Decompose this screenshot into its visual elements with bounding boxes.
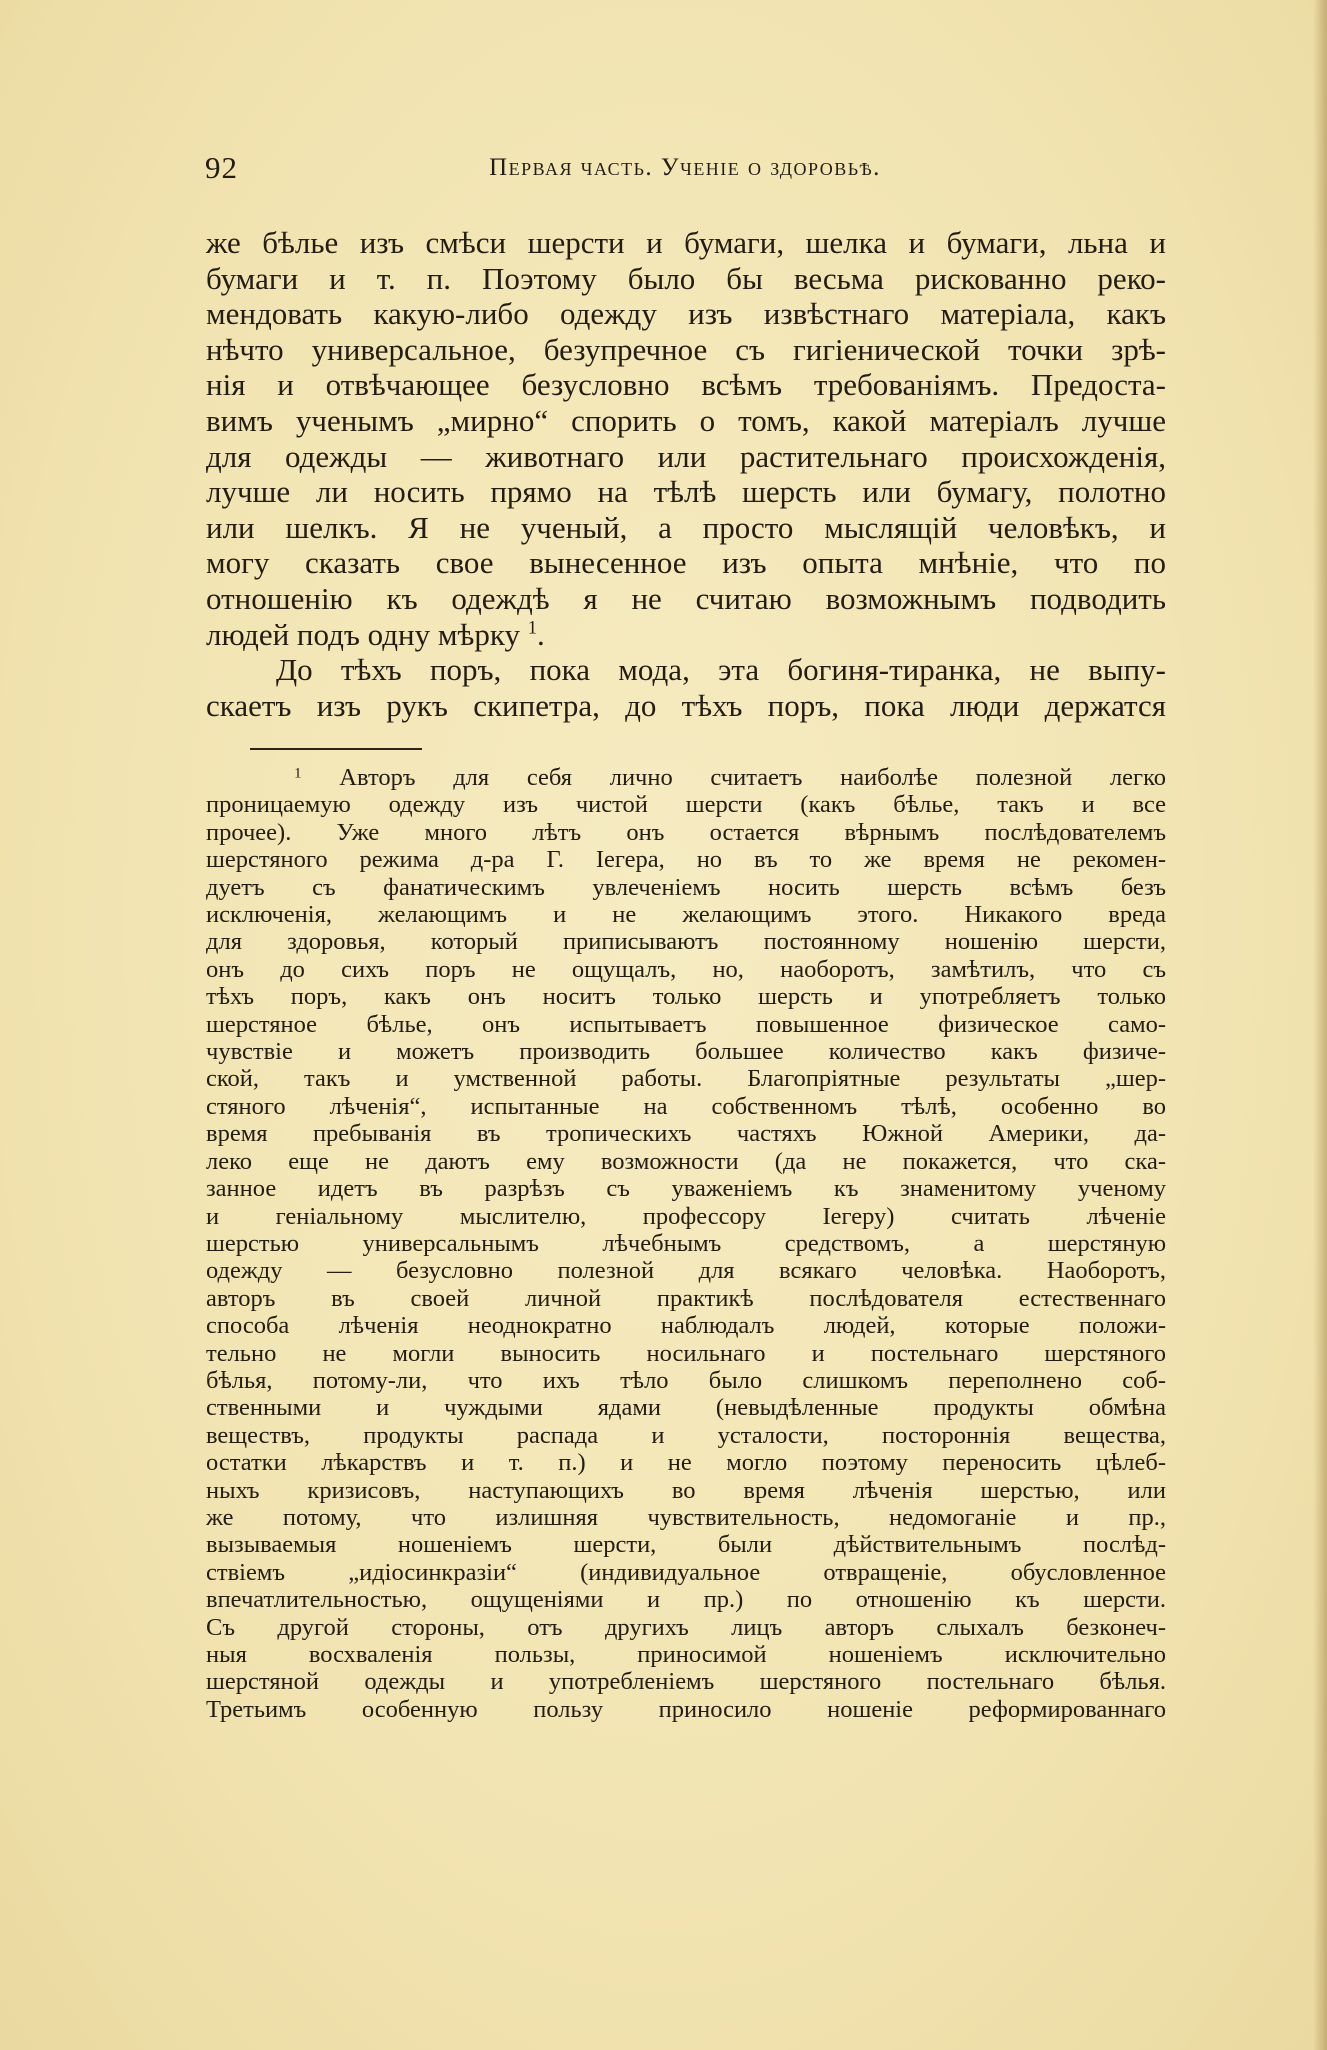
page-number: 92 bbox=[205, 150, 238, 185]
body-line: мендовать какую-либо одежду изъ извѣстнаго матеріала, какъ bbox=[206, 296, 1166, 332]
footnote-reference: 1 bbox=[527, 617, 538, 639]
page-header bbox=[205, 150, 1165, 190]
body-line: же бѣлье изъ смѣси шерсти и бумаги, шелка и бумаги, льна и bbox=[206, 225, 1166, 260]
footnote-line: впечатлительностью, ощущеніями и пр.) по отношенію къ шерсти. bbox=[206, 1586, 1166, 1614]
footnote-line: ныя восхваленія пользы, приносимой ношеніемъ исключительно bbox=[206, 1641, 1166, 1668]
footnote-line: прочее). Уже много лѣтъ онъ остается вѣрнымъ послѣдователемъ bbox=[206, 818, 1166, 846]
page-edge-shadow bbox=[1313, 0, 1327, 2050]
footnote-line: Съ другой стороны, отъ другихъ лицъ авторъ слыхалъ безконеч- bbox=[206, 1613, 1166, 1641]
footnote-line: шерстью универсальнымъ лѣчебнымъ средствомъ, а шерстяную bbox=[206, 1229, 1166, 1257]
footnote-line: вызываемыя ношеніемъ шерсти, были дѣйствительнымъ послѣд- bbox=[206, 1531, 1166, 1559]
body-line: или шелкъ. Я не ученый, а просто мыслящій человѣкъ, и bbox=[206, 509, 1166, 545]
footnote-line: для здоровья, который приписываютъ постоянному ношенію шерсти, bbox=[206, 928, 1166, 956]
footnote-line: время пребыванія въ тропическихъ частяхъ Южной Америки, да- bbox=[206, 1120, 1166, 1148]
body-line-last bbox=[206, 617, 1166, 653]
footnote-line: остатки лѣкарствъ и т. п.) и не могло поэтому переносить цѣлеб- bbox=[206, 1449, 1166, 1477]
footnote-line: проницаемую одежду изъ чистой шерсти (какъ бѣлье, такъ и все bbox=[206, 791, 1166, 819]
footnote-line: дуетъ съ фанатическимъ увлеченіемъ носить шерсть всѣмъ безъ bbox=[206, 873, 1166, 901]
footnote-line: леко еще не даютъ ему возможности (да не покажется, что ска- bbox=[206, 1147, 1166, 1175]
paragraph-line: скаетъ изъ рукъ скипетра, до тѣхъ поръ, пока люди держатся bbox=[206, 687, 1166, 723]
footnote-line: одежду — безусловно полезной для всякаго человѣка. Наоборотъ, bbox=[206, 1257, 1166, 1285]
footnote bbox=[206, 764, 1166, 1723]
footnote-line: ствіемъ „идіосинкразіи“ (индивидуальное отвращеніе, обусловленное bbox=[206, 1558, 1166, 1586]
footnote-line: тельно не могли выносить носильнаго и постельнаго шерстяного bbox=[206, 1339, 1166, 1367]
footnote-line: тѣхъ поръ, какъ онъ носитъ только шерсть и употребляетъ только bbox=[206, 983, 1166, 1011]
body-line: вимъ ученымъ „мирно“ спорить о томъ, какой матеріалъ лучше bbox=[206, 402, 1166, 438]
body-last-punct: . bbox=[537, 616, 545, 652]
footnote-line: веществъ, продукты распада и усталости, постороннія вещества, bbox=[206, 1421, 1166, 1449]
footnote-line: ственными и чуждыми ядами (невыдѣленные продукты обмѣна bbox=[206, 1394, 1166, 1422]
running-title: Первая часть. Ученіе о здоровьѣ. bbox=[489, 154, 881, 181]
footnote-line bbox=[206, 764, 1166, 791]
footnote-line: авторъ въ своей личной практикѣ послѣдователя естественнаго bbox=[206, 1284, 1166, 1312]
body-line: лучше ли носить прямо на тѣлѣ шерсть или бумагу, полотно bbox=[206, 474, 1166, 510]
footnote-line: Третьимъ особенную пользу приносило ношеніе реформированнаго bbox=[206, 1695, 1166, 1723]
body-line: могу сказать свое вынесенное изъ опыта мнѣніе, что по bbox=[206, 545, 1166, 581]
footnote-line: шерстяное бѣлье, онъ испытываетъ повышенное физическое само- bbox=[206, 1010, 1166, 1038]
body-line: нія и отвѣчающее безусловно всѣмъ требованіямъ. Предоста- bbox=[206, 367, 1166, 403]
paragraph-line: До тѣхъ поръ, пока мода, эта богиня-тиранка, не выпу- bbox=[276, 652, 1166, 688]
footnote-line: онъ до сихъ поръ не ощущалъ, но, наоборотъ, замѣтилъ, что съ bbox=[206, 955, 1166, 983]
footnote-line: стяного лѣченія“, испытанные на собственномъ тѣлѣ, особенно во bbox=[206, 1092, 1166, 1120]
footnote-line: бѣлья, потому-ли, что ихъ тѣло было слишкомъ переполнено соб- bbox=[206, 1366, 1166, 1394]
footnote-line: способа лѣченія неоднократно наблюдалъ людей, которые положи- bbox=[206, 1312, 1166, 1340]
footnote-line: ныхъ кризисовъ, наступающихъ во время лѣченія шерстью, или bbox=[206, 1476, 1166, 1504]
body-line: нѣчто универсальное, безупречное съ гигіенической точки зрѣ- bbox=[206, 331, 1166, 367]
body-line: отношенію къ одеждѣ я не считаю возможнымъ подводить bbox=[206, 580, 1166, 616]
footnote-line: шерстяного режима д-ра Г. Іегера, но въ то же время не рекомен- bbox=[206, 846, 1166, 874]
footnote-line: шерстяной одежды и употребленіемъ шерстяного постельнаго бѣлья. bbox=[206, 1668, 1166, 1696]
footnote-first-text: Авторъ для себя лично считаетъ наиболѣе полезной легко bbox=[339, 764, 1167, 791]
footnote-line: исключенія, желающимъ и не желающимъ этого. Никакого вреда bbox=[206, 901, 1166, 929]
footnote-divider bbox=[250, 748, 422, 750]
footnote-line: ской, такъ и умственной работы. Благопріятные результаты „шер- bbox=[206, 1065, 1166, 1093]
footnote-line: чувствіе и можетъ производить большее количество какъ физиче- bbox=[206, 1038, 1166, 1066]
footnote-line: занное идетъ въ разрѣзъ съ уваженіемъ къ знаменитому ученому bbox=[206, 1175, 1166, 1203]
main-text bbox=[206, 225, 1166, 723]
body-line: для одежды — животнаго или растительнаго происхожденія, bbox=[206, 438, 1166, 474]
footnote-line: и геніальному мыслителю, профессору Іегеру) считать лѣченіе bbox=[206, 1202, 1166, 1230]
body-line: бумаги и т. п. Поэтому было бы весьма рискованно реко- bbox=[206, 260, 1166, 296]
footnote-line: же потому, что излишняя чувствительность, недомоганіе и пр., bbox=[206, 1503, 1166, 1531]
footnote-marker: 1 bbox=[294, 764, 302, 782]
body-last-text: людей подъ одну мѣрку bbox=[206, 616, 520, 652]
